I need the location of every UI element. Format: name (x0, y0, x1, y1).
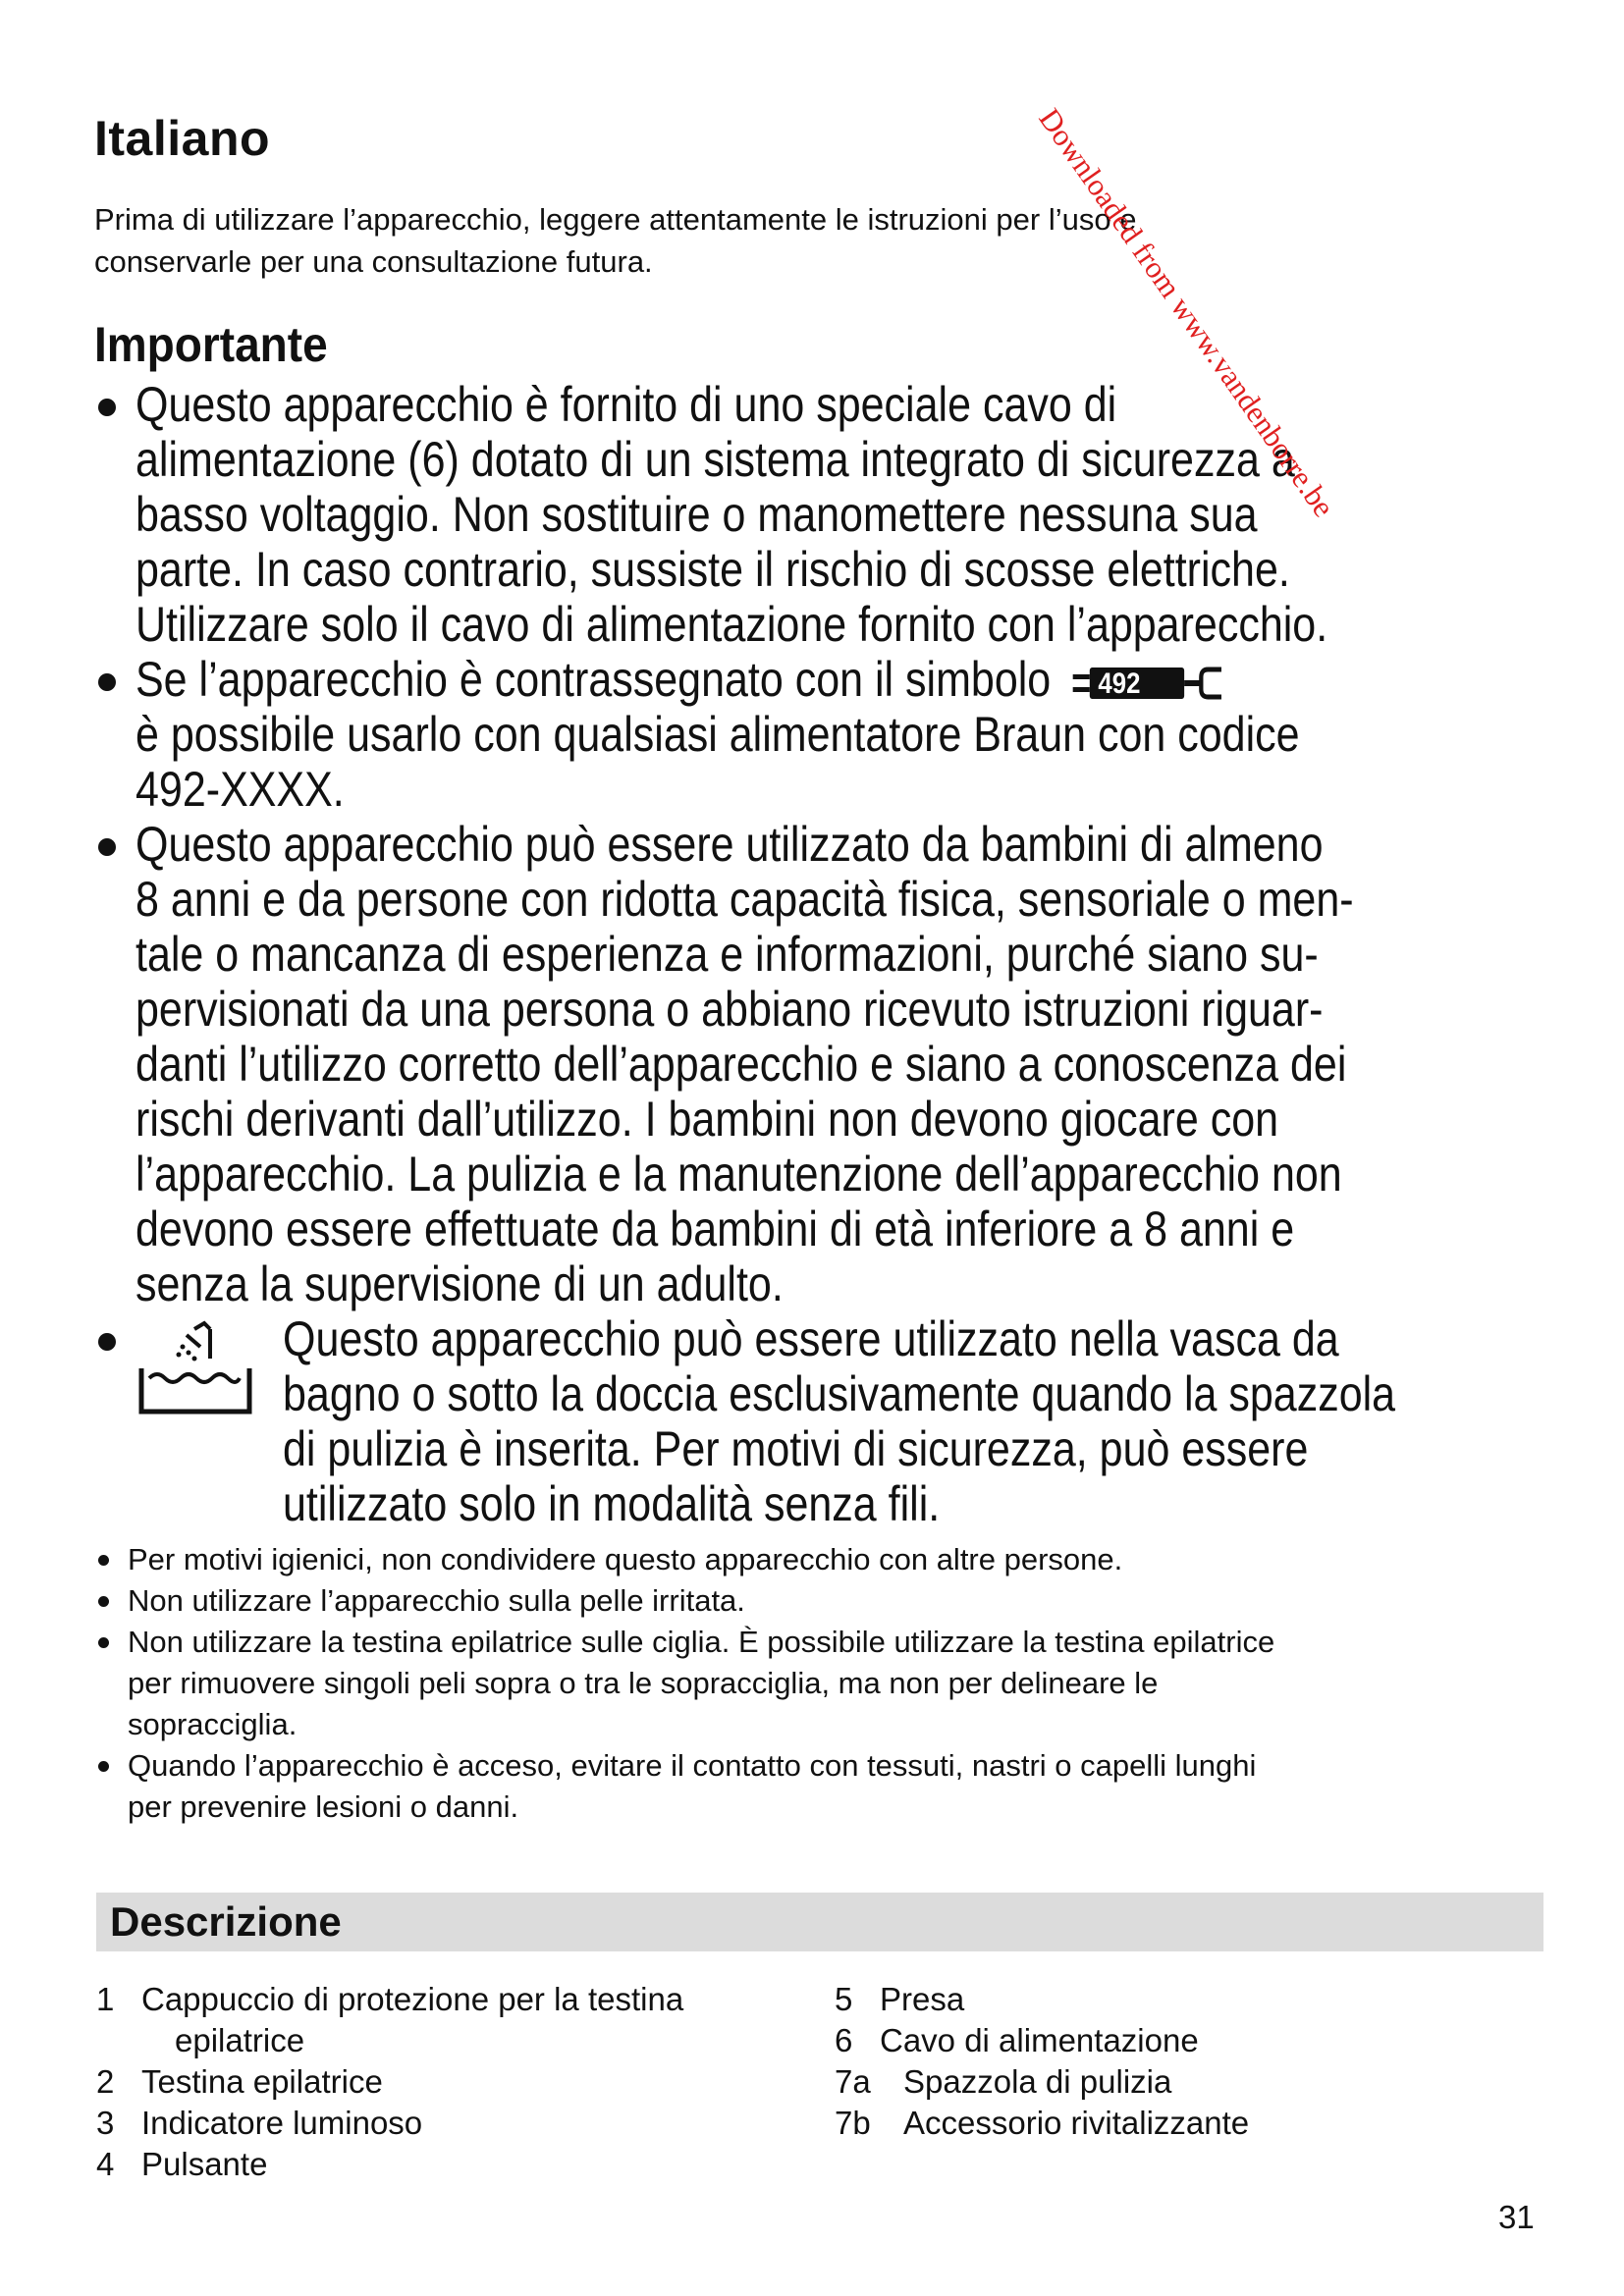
note-line: Non utilizzare l’apparecchio sulla pelle irritata. (128, 1583, 745, 1618)
bullet-icon (98, 838, 116, 856)
description-item (835, 1979, 1522, 2020)
item-line: Questo apparecchio può essere utilizzato nella vasca da (283, 1311, 1339, 1366)
item-number: 7b (835, 2105, 871, 2141)
note-line: Non utilizzare la testina epilatrice sulle ciglia. È possibile utilizzare la testina epilatrice (128, 1625, 1275, 1659)
item-line: tale o mancanza di esperienza e informazioni, purché siano su- (135, 927, 1319, 982)
safety-notes-list (94, 1539, 1567, 1828)
description-item (835, 2103, 1522, 2144)
item-number: 4 (96, 2146, 115, 2182)
note-line: Per motivi igienici, non condividere questo apparecchio con altre persone. (128, 1542, 1123, 1576)
item-number: 7a (835, 2063, 871, 2100)
important-item (94, 1311, 1567, 1531)
important-item (94, 652, 1567, 817)
description-right-column (835, 1979, 1522, 2144)
item-line: basso voltaggio. Non sostituire o manomettere nessuna sua (135, 487, 1258, 542)
note-line: per rimuovere singoli peli sopra o tra le sopracciglia, ma non per delineare le (128, 1666, 1159, 1700)
item-line-text: Se l’apparecchio è contrassegnato con il simbolo (135, 652, 1052, 707)
item-line: Utilizzare solo il cavo di alimentazione fornito con l’apparecchio. (135, 597, 1328, 652)
item-number: 6 (835, 2022, 853, 2058)
bullet-icon (98, 1333, 116, 1351)
item-line: pervisionati da una persona o abbiano ricevuto istruzioni riguar- (135, 982, 1324, 1037)
important-list (94, 377, 1567, 1531)
item-line: senza la supervisione di un adulto. (135, 1256, 784, 1311)
page-number: 31 (1498, 2199, 1535, 2235)
power-plug-symbol-icon (1072, 662, 1241, 705)
bath-shower-icon (135, 1317, 255, 1419)
item-line: 492-XXXX. (135, 762, 345, 817)
description-item (835, 2061, 1522, 2103)
item-line: di pulizia è inserita. Per motivi di sicurezza, può essere (283, 1421, 1309, 1476)
bullet-icon (98, 673, 116, 691)
bullet-icon (98, 1637, 109, 1648)
item-line: utilizzato solo in modalità senza fili. (283, 1476, 941, 1531)
intro-line: conservarle per una consultazione futura. (94, 244, 653, 279)
item-label: Indicatore luminoso (141, 2105, 423, 2141)
description-item (96, 2144, 842, 2185)
item-line: danti l’utilizzo corretto dell’apparecchio e siano a conoscenza dei (135, 1037, 1347, 1092)
safety-note (94, 1539, 1567, 1580)
item-line: alimentazione (6) dotato di un sistema integrato di sicurezza a (135, 432, 1295, 487)
bullet-icon (98, 1596, 109, 1607)
important-item (94, 377, 1567, 652)
item-label: Testina epilatrice (141, 2063, 383, 2100)
safety-note (94, 1580, 1567, 1622)
item-label: Spazzola di pulizia (903, 2063, 1172, 2100)
item-line: è possibile usarlo con qualsiasi alimentatore Braun con codice (135, 707, 1300, 762)
bullet-icon (98, 1555, 109, 1566)
item-label: Cappuccio di protezione per la testina (141, 1981, 684, 2017)
note-line: sopracciglia. (128, 1707, 298, 1741)
language-title: Italiano (94, 111, 271, 166)
item-line (135, 652, 1241, 707)
item-label-continued: epilatrice (175, 2022, 305, 2058)
intro-text (94, 198, 1449, 283)
download-watermark: Downloaded from www.vandenborre.be (1032, 102, 1342, 523)
item-line: 8 anni e da persone con ridotta capacità fisica, sensoriale o men- (135, 872, 1354, 927)
item-number: 1 (96, 1981, 115, 2017)
item-line: Questo apparecchio è fornito di uno speciale cavo di (135, 377, 1117, 432)
item-number: 3 (96, 2105, 115, 2141)
safety-note (94, 1745, 1567, 1828)
item-label: Cavo di alimentazione (880, 2022, 1199, 2058)
description-item (96, 2061, 842, 2103)
bullet-icon (98, 399, 116, 416)
important-item (94, 817, 1567, 1311)
description-title: Descrizione (110, 1898, 342, 1945)
item-line: l’apparecchio. La pulizia e la manutenzione dell’apparecchio non (135, 1147, 1342, 1201)
description-item (835, 2020, 1522, 2061)
item-line: parte. In caso contrario, sussiste il rischio di scosse elettriche. (135, 542, 1290, 597)
bullet-icon (98, 1761, 109, 1772)
important-title: Importante (94, 317, 328, 372)
item-label: Pulsante (141, 2146, 268, 2182)
description-item (96, 1979, 842, 2061)
description-left-column (96, 1979, 842, 2185)
note-line: per prevenire lesioni o danni. (128, 1789, 519, 1824)
description-item (96, 2103, 842, 2144)
item-line: bagno o sotto la doccia esclusivamente quando la spazzola (283, 1366, 1396, 1421)
symbol-code: 492 (1098, 666, 1141, 700)
safety-note (94, 1622, 1567, 1745)
item-number: 2 (96, 2063, 115, 2100)
item-line: Questo apparecchio può essere utilizzato da bambini di almeno (135, 817, 1324, 872)
item-line: devono essere effettuate da bambini di età inferiore a 8 anni e (135, 1201, 1295, 1256)
item-line: rischi derivanti dall’utilizzo. I bambini non devono giocare con (135, 1092, 1279, 1147)
intro-line: Prima di utilizzare l’apparecchio, leggere attentamente le istruzioni per l’uso e (94, 202, 1137, 237)
note-line: Quando l’apparecchio è acceso, evitare il contatto con tessuti, nastri o capelli lunghi (128, 1748, 1257, 1783)
item-label: Presa (880, 1981, 965, 2017)
item-number: 5 (835, 1981, 853, 2017)
item-label: Accessorio rivitalizzante (903, 2105, 1250, 2141)
